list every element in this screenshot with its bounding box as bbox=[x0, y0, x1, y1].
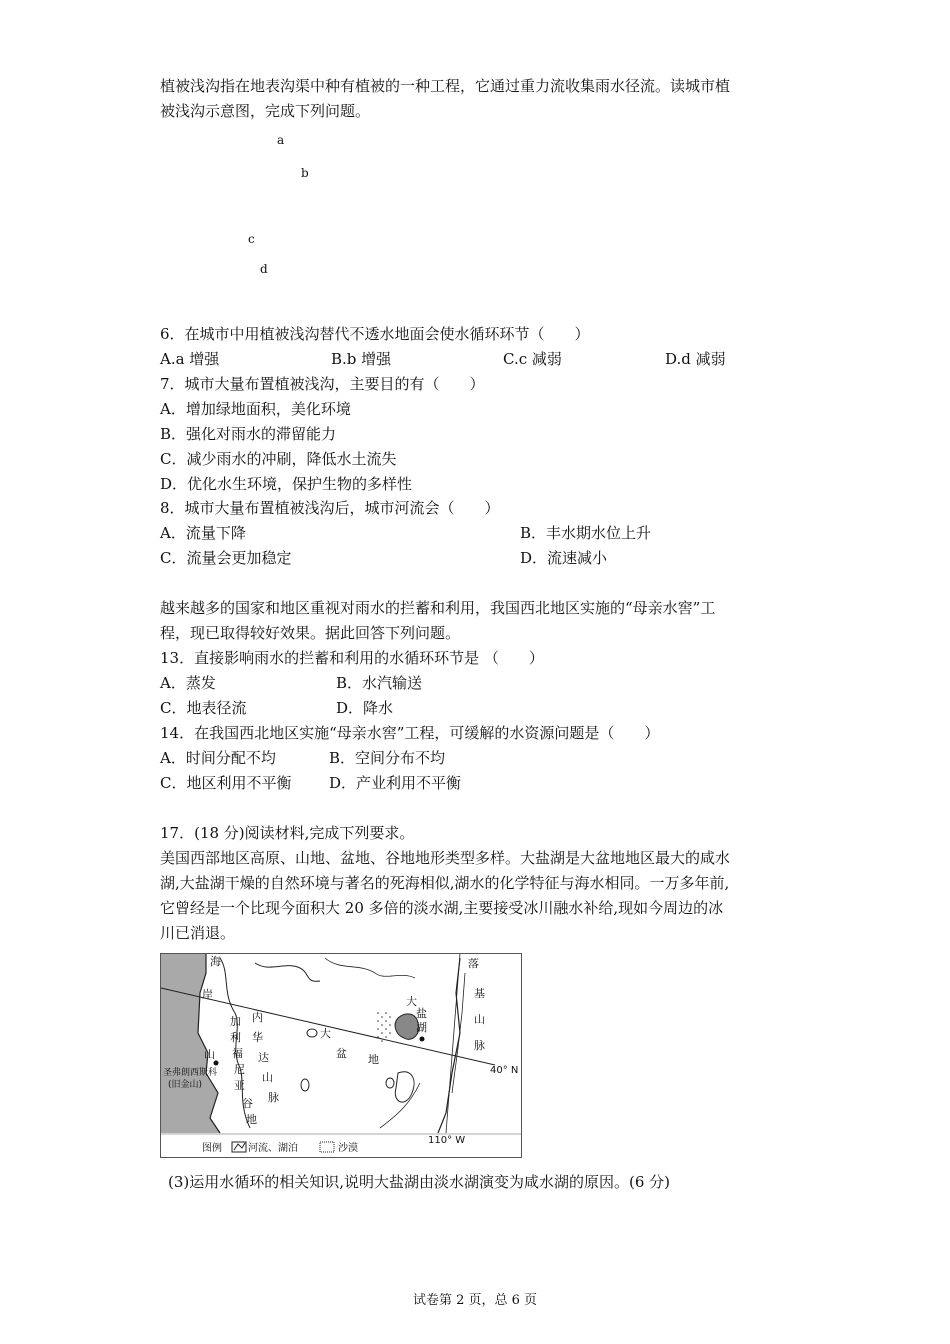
q8-option-d: D．流速减小 bbox=[520, 549, 608, 567]
label-sierra-5: 脉 bbox=[268, 1091, 279, 1104]
q6-option-a: A.a 增强 bbox=[160, 350, 220, 368]
q17-material-line3: 它曾经是一个比现今面积大 20 多倍的淡水湖,主要接受冰川融水补给,现如今周边的冰 bbox=[160, 899, 724, 917]
legend-title: 图例 bbox=[202, 1143, 222, 1154]
legend-river-label: 河流、湖泊 bbox=[248, 1143, 298, 1154]
q7-option-a: A．增加绿地面积，美化环境 bbox=[160, 400, 351, 418]
san-francisco-dot bbox=[214, 1061, 219, 1066]
label-calif-7: 地 bbox=[246, 1113, 257, 1126]
q8-option-b: B．丰水期水位上升 bbox=[520, 524, 652, 542]
q14-stem: 14．在我国西北地区实施“母亲水窖”工程，可缓解的水资源问题是（ ） bbox=[160, 724, 660, 742]
label-sierra-1: 内 bbox=[252, 1011, 263, 1024]
legend-river-swatch bbox=[232, 1142, 246, 1152]
label-lon: 110° W bbox=[428, 1135, 466, 1146]
lake-small-3 bbox=[386, 1078, 394, 1088]
label-lake-3: 湖 bbox=[416, 1021, 427, 1034]
label-calif-3: 福 bbox=[232, 1047, 243, 1060]
label-calif-1: 加 bbox=[230, 1015, 241, 1028]
q13-option-d: D．降水 bbox=[336, 699, 394, 717]
label-lake-1: 大 bbox=[406, 995, 417, 1008]
diagram-label-d: d bbox=[260, 262, 268, 276]
label-calif-6: 谷 bbox=[242, 1097, 253, 1110]
label-lat: 40° N bbox=[490, 1065, 519, 1076]
q7-option-d: D．优化水生环境，保护生物的多样性 bbox=[160, 475, 413, 493]
diagram-label-b: b bbox=[301, 166, 309, 180]
q6-stem: 6．在城市中用植被浅沟替代不透水地面会使水循环环节（ ） bbox=[160, 325, 590, 343]
label-rocky-3: 山 bbox=[474, 1013, 485, 1026]
q6-option-c: C.c 减弱 bbox=[503, 350, 562, 368]
passage2-line1: 越来越多的国家和地区重视对雨水的拦蓄和利用，我国西北地区实施的“母亲水窖”工 bbox=[160, 599, 716, 617]
q17-material-line4: 川已消退。 bbox=[160, 924, 236, 942]
legend-desert-swatch bbox=[320, 1142, 334, 1152]
label-rocky-2: 基 bbox=[474, 987, 485, 1000]
western-us-map bbox=[160, 953, 522, 1158]
label-basin-1: 大 bbox=[320, 1027, 331, 1040]
q13-stem: 13．直接影响雨水的拦蓄和利用的水循环环节是 （ ） bbox=[160, 649, 544, 667]
q17-header: 17．(18 分)阅读材料,完成下列要求。 bbox=[160, 824, 415, 842]
q8-option-c: C．流量会更加稳定 bbox=[160, 549, 292, 567]
label-coast-1: 海 bbox=[210, 955, 221, 968]
label-coast-3: 山 bbox=[204, 1048, 215, 1061]
passage2-line2: 程，现已取得较好效果。据此回答下列问题。 bbox=[160, 624, 461, 642]
passage1-line1: 植被浅沟指在地表沟渠中种有植被的一种工程，它通过重力流收集雨水径流。读城市植 bbox=[160, 77, 731, 95]
label-sierra-3: 达 bbox=[258, 1051, 269, 1064]
label-city-1: 圣弗朗西斯科 bbox=[163, 1068, 218, 1078]
label-calif-4: 尼 bbox=[234, 1063, 245, 1076]
passage1-line2: 被浅沟示意图，完成下列问题。 bbox=[160, 102, 371, 120]
q14-option-c: C．地区利用不平衡 bbox=[160, 774, 292, 792]
label-calif-5: 亚 bbox=[234, 1079, 245, 1092]
q17-material-line2: 湖,大盐湖干燥的自然环境与著名的死海相似,湖水的化学特征与海水相同。一万多年前, bbox=[160, 874, 730, 892]
label-city-2: (旧金山) bbox=[168, 1080, 203, 1090]
label-lake-2: 盐 bbox=[416, 1007, 427, 1020]
q17-sub3: (3)运用水循环的相关知识,说明大盐湖由淡水湖演变为咸水湖的原因。(6 分) bbox=[168, 1173, 671, 1191]
label-basin-3: 地 bbox=[368, 1053, 379, 1066]
q14-option-a: A．时间分配不均 bbox=[160, 749, 276, 767]
q13-option-c: C．地表径流 bbox=[160, 699, 247, 717]
q13-option-b: B．水汽输送 bbox=[336, 674, 423, 692]
label-calif-2: 利 bbox=[230, 1031, 241, 1044]
q14-option-b: B．空间分布不均 bbox=[329, 749, 446, 767]
label-sierra-2: 华 bbox=[252, 1031, 263, 1044]
q14-option-d: D．产业利用不平衡 bbox=[329, 774, 462, 792]
q17-material-line1: 美国西部地区高原、山地、盆地、谷地地形类型多样。大盐湖是大盆地地区最大的咸水 bbox=[160, 849, 731, 867]
q7-option-b: B．强化对雨水的滞留能力 bbox=[160, 425, 337, 443]
q13-option-a: A．蒸发 bbox=[160, 674, 216, 692]
diagram-label-a: a bbox=[277, 133, 285, 147]
label-rocky-4: 脉 bbox=[474, 1039, 485, 1052]
q8-option-a: A．流量下降 bbox=[160, 524, 246, 542]
q6-option-b: B.b 增强 bbox=[331, 350, 392, 368]
lake-small-2 bbox=[301, 1079, 309, 1091]
q7-option-c: C．减少雨水的冲刷，降低水土流失 bbox=[160, 450, 397, 468]
legend-desert-label: 沙漠 bbox=[338, 1143, 358, 1154]
salt-lake-city-dot bbox=[420, 1037, 425, 1042]
page-footer: 试卷第 2 页，总 6 页 bbox=[412, 1293, 538, 1308]
lake-small-1 bbox=[307, 1029, 317, 1037]
diagram-label-c: c bbox=[248, 232, 255, 246]
label-coast-2: 岸 bbox=[202, 988, 213, 1001]
label-basin-2: 盆 bbox=[336, 1047, 347, 1060]
q6-option-d: D.d 减弱 bbox=[665, 350, 726, 368]
q7-stem: 7．城市大量布置植被浅沟，主要目的有（ ） bbox=[160, 375, 485, 393]
q8-stem: 8．城市大量布置植被浅沟后，城市河流会（ ） bbox=[160, 499, 500, 517]
label-rocky-1: 落 bbox=[468, 957, 479, 970]
label-sierra-4: 山 bbox=[262, 1071, 273, 1084]
